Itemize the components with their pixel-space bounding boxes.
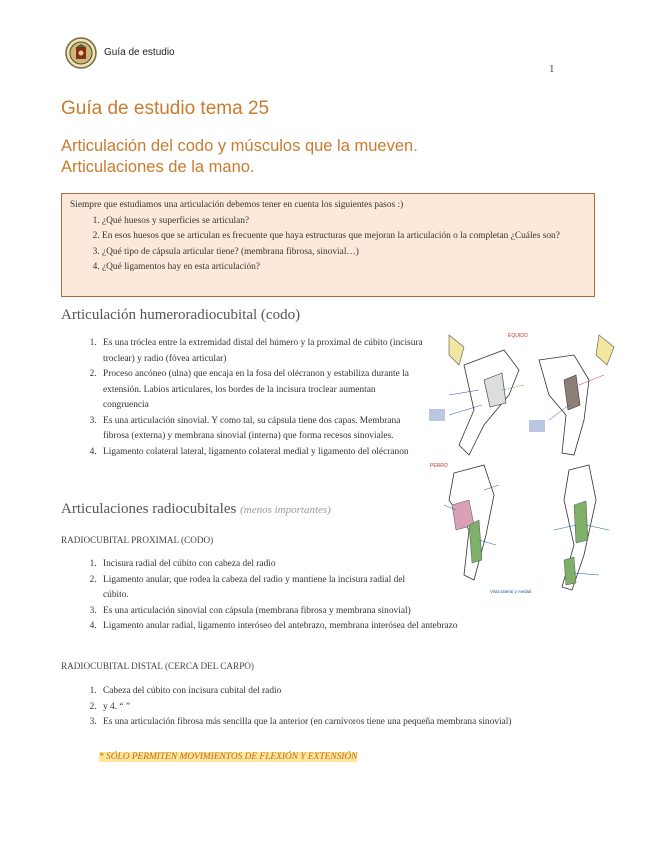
- intro-item: 1. ¿Qué huesos y superficies se articulan?: [102, 214, 586, 230]
- intro-box: [61, 193, 595, 297]
- list-item: 1. Cabeza del cúbito con incisura cubital del radio: [99, 684, 619, 700]
- distal-list: [61, 684, 619, 731]
- page-subtitle: [61, 136, 418, 178]
- distal-label: RADIOCUBITAL DISTAL (CERCA DEL CARPO): [61, 661, 254, 671]
- list-item: 3. Es una articulación sinovial con cápsula (membrana fibrosa y membrana sinovial): [99, 604, 619, 620]
- subtitle-line-1: Articulación del codo y músculos que la mueven.: [61, 137, 418, 155]
- elbow-illustration: [424, 325, 622, 600]
- elbow-list: [61, 336, 423, 460]
- intro-item: 4. ¿Qué ligamentos hay en esta articulación?: [102, 260, 586, 276]
- label-top: ÉQUIDO: [508, 333, 528, 339]
- page-title: Guía de estudio tema 25: [61, 98, 270, 119]
- university-logo: [65, 37, 97, 69]
- intro-lead: Siempre que estudiamos una articulación debemos tener en cuenta los siguientes pasos :): [70, 200, 404, 210]
- list-item: 3. Es una articulación sinovial. Y como tal, su cápsula tiene dos capas. Membrana fibrosa (externa) y membrana sinovial (interna) que forma recesos sinoviales.: [99, 414, 423, 445]
- list-item: 1. Incisura radial del cúbito con cabeza del radio: [99, 557, 619, 573]
- list-item: 4. Ligamento colateral lateral, ligamento colateral medial y ligamento del olécranon: [99, 445, 423, 461]
- section-heading-text: Articulaciones radiocubitales: [61, 501, 237, 517]
- subtitle-line-2: Articulaciones de la mano.: [61, 158, 255, 176]
- list-item: 1. Es una tróclea entre la extremidad distal del húmero y la proximal de cúbito (incisura troclear) y radio (fóvea articular): [99, 336, 423, 367]
- section-heading-elbow: Articulación humeroradiocubital (codo): [61, 307, 301, 323]
- list-item: 2. Ligamento anular, que rodea la cabeza del radio y mantiene la incisura radial del cúbito.: [99, 573, 619, 604]
- list-item: 4. Ligamento anular radial, ligamento interóseo del antebrazo, membrana interósea del antebrazo: [99, 619, 619, 635]
- figure-caption: Vista lateral y medial: [490, 589, 532, 594]
- list-item: 2. y 4. “ ”: [99, 700, 619, 716]
- highlight-text: * SÓLO PERMITEN MOVIMIENTOS DE FLEXIÓN Y EXTENSIÓN: [99, 752, 358, 762]
- list-item: 3. Es una articulación fibrosa más sencilla que la anterior (en carnívoros tiene una pequeña membrana sinovial): [99, 715, 619, 731]
- intro-item: 3. ¿Qué tipo de cápsula articular tiene? (membrana fibrosa, sinovial…): [102, 245, 586, 261]
- list-item: 2. Proceso ancóneo (ulna) que encaja en la fosa del olécranon y estabiliza durante la extensión. Labios articulares, los bordes de la incisura troclear aumentan congruencia: [99, 367, 423, 414]
- label-bottom: PERRO: [430, 463, 448, 469]
- section-heading-note: (menos importantes): [240, 504, 331, 516]
- intro-item: 2. En esos huesos que se articulan es frecuente que haya estructuras que mejoran la articulación o la completan ¿Cuáles son?: [102, 229, 586, 245]
- page-number: 1: [549, 63, 555, 75]
- header-title: Guía de estudio: [104, 47, 175, 58]
- highlight-note: [99, 746, 357, 764]
- proximal-label: RADIOCUBITAL PROXIMAL (CODO): [61, 535, 214, 545]
- section-heading-radioulnar: [61, 501, 331, 518]
